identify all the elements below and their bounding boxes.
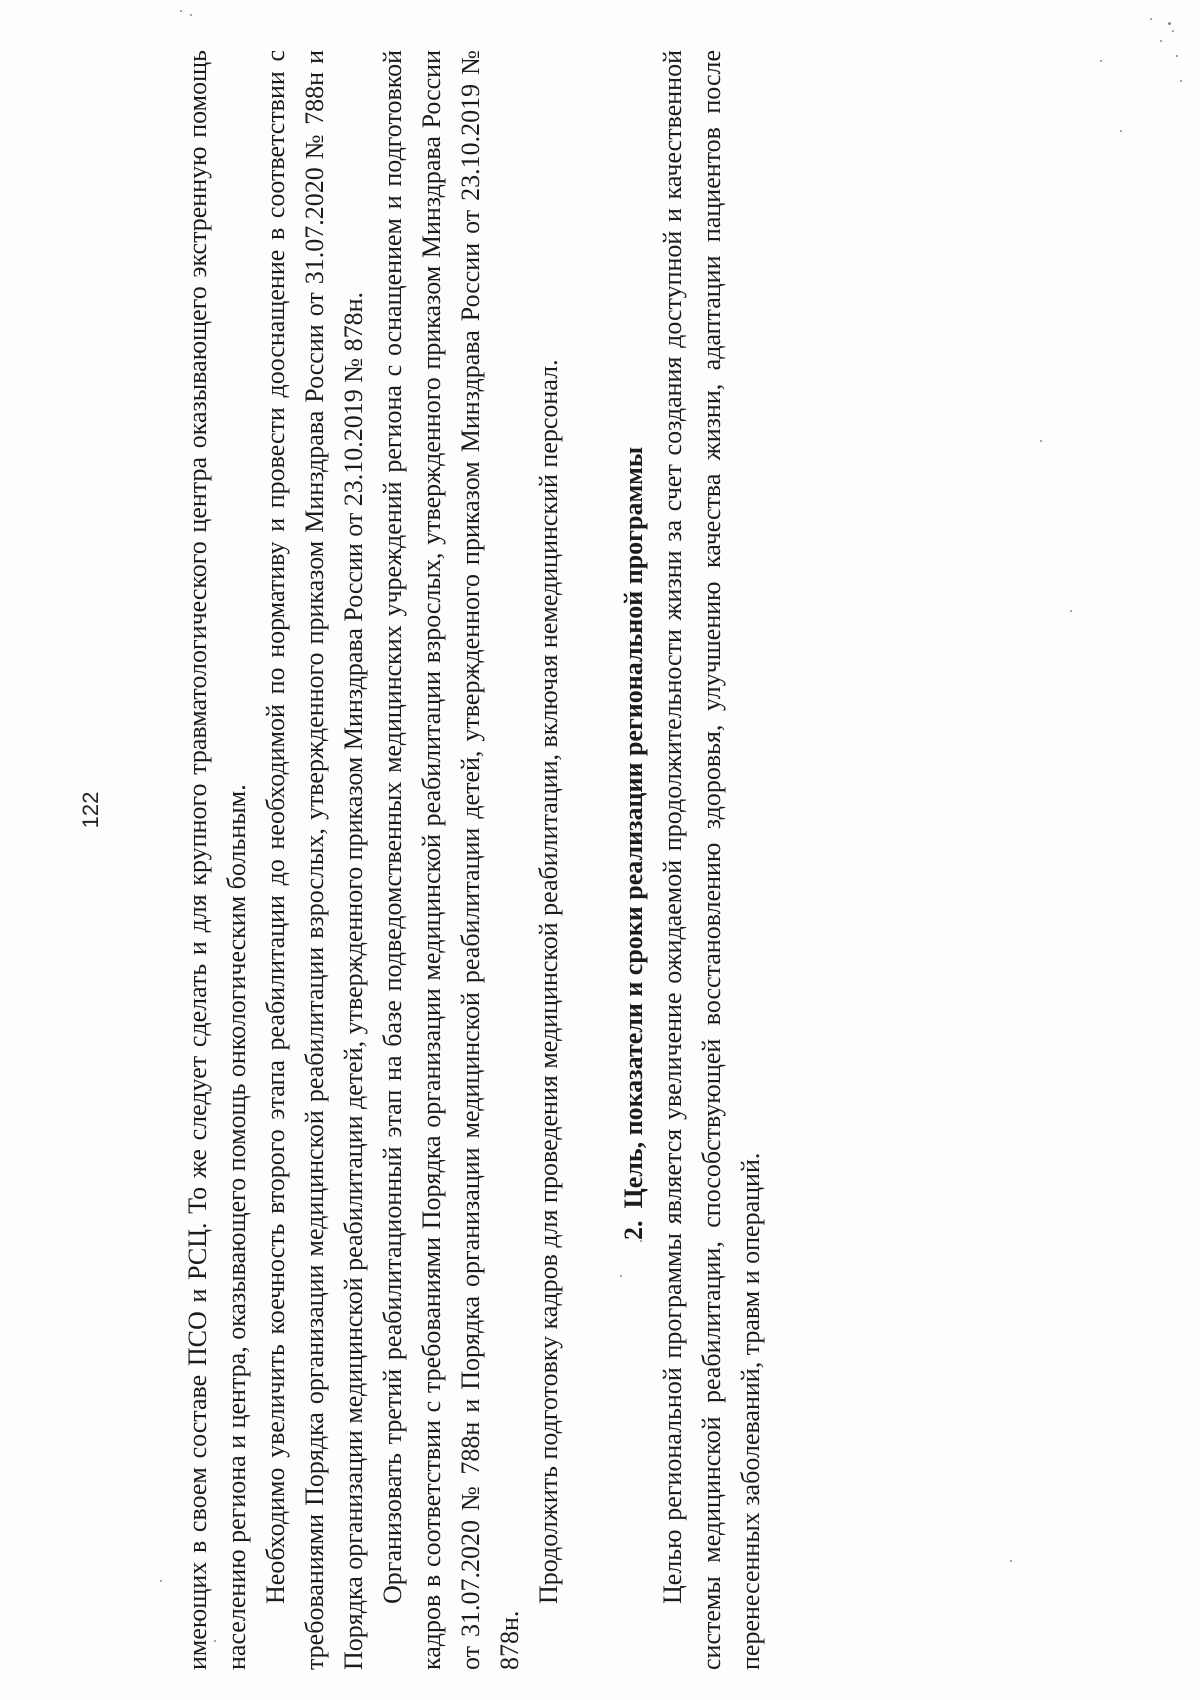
scan-speck (1160, 40, 1162, 42)
paragraph: Организовать третий реабилитационный этап на базе подведомственных медицинских учреждений региона с оснащением и подготовкой кадров в соответствии с требованиями Порядка организации медицинской реабилитации взрослых, утвержденного приказом Минздрава России от 31.07.2020 № 788н и Порядка организации медицинской реабилитации детей, утвержденного приказом Минздрава России от 23.10.2019 № 878н. (378, 50, 524, 1670)
scan-speck (1176, 55, 1178, 57)
scan-speck (214, 1640, 216, 1642)
page-number: 122 (78, 791, 103, 829)
document-body (178, 50, 818, 1670)
scan-speck (1120, 130, 1122, 132)
paragraph: Продолжить подготовку кадров для проведения медицинской реабилитации, включая немедицинский персонал. (534, 359, 563, 1604)
scan-speck (1180, 80, 1182, 82)
paragraph: Необходимо увеличить коечность второго этапа реабилитации до необходимой по нормативу и провести дооснащение в соответствии с требованиями Порядка организации медицинской реабилитации взрослых, утвержденного приказом Минздрава России от 31.07.2020 № 788н и Порядка организации медицинской реабилитации детей, утвержденного приказом Минздрава России от 23.10.2019 № 878н. (261, 50, 368, 1670)
section-number: 2. (619, 1220, 648, 1240)
paragraph: Целью региональной программы является увеличение ожидаемой продолжительности жизни за счет создания доступной и качественной системы медицинской реабилитации, способствующей восстановлению здоровья, улучшению качества жизни, адаптации пациентов после перенесенных заболеваний, травм и операций. (658, 50, 765, 1670)
scan-speck (640, 1240, 642, 1242)
scan-speck (180, 10, 182, 12)
scan-speck (620, 1275, 622, 1277)
section-title: Цель, показатели и сроки реализации региональной программы (619, 446, 648, 1209)
scan-speck (190, 14, 192, 16)
paragraph: имеющих в своем составе ПСО и РСЦ. То же следует сделать и для крупного травматологического центра оказывающего экстренную помощь населению региона и центра, оказывающего помощь онкологическим больным. (183, 50, 251, 1670)
scan-speck (1070, 610, 1072, 612)
section-heading (614, 50, 653, 1670)
scan-speck (1010, 1560, 1012, 1562)
scan-speck (1150, 18, 1152, 20)
scan-speck (1168, 22, 1171, 25)
scan-speck (1100, 60, 1102, 62)
scan-speck (1172, 30, 1174, 32)
scan-speck (1040, 440, 1042, 442)
scan-speck (160, 1580, 162, 1582)
